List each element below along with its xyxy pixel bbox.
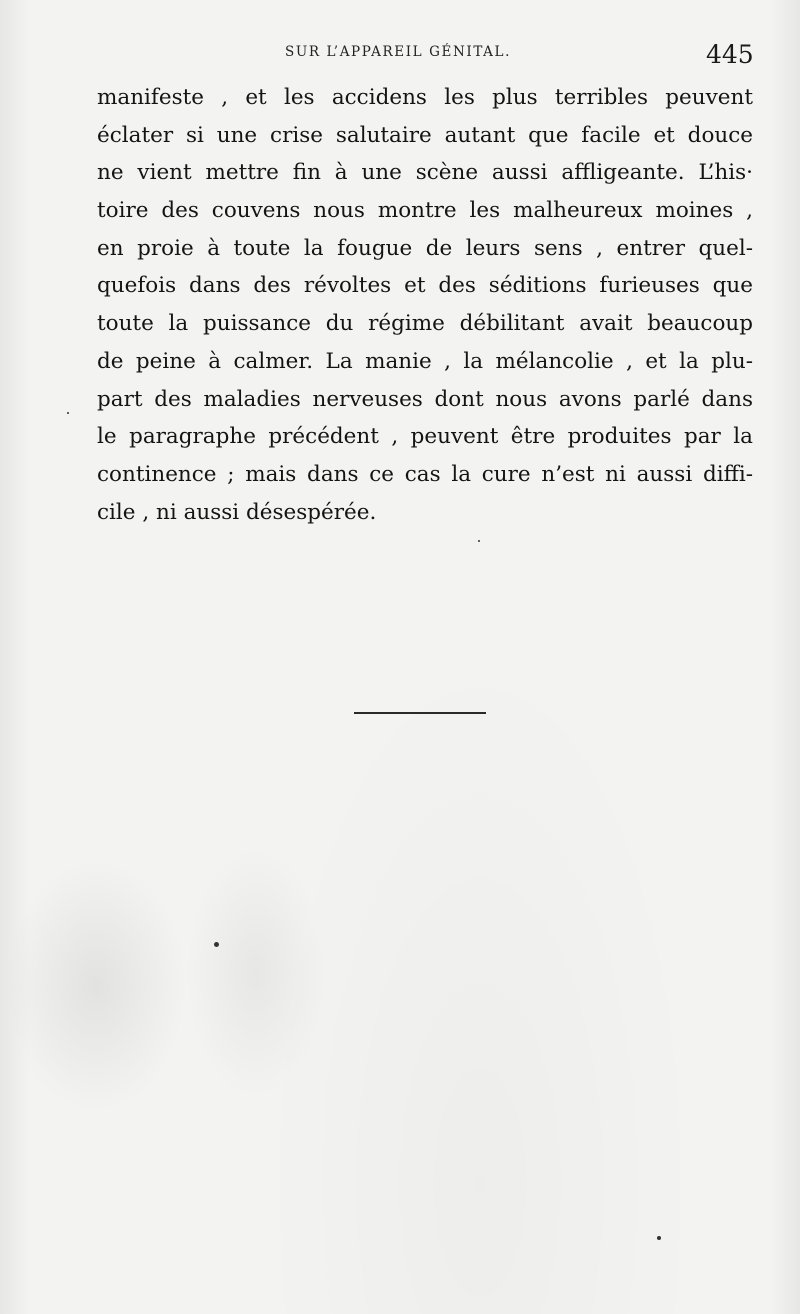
text-line: cile , ni aussi désespérée.	[97, 499, 377, 525]
text-line: part des maladies nerveuses dont nous avons parlé dans	[97, 386, 753, 412]
text-line: éclater si une crise salutaire autant que facile et douce	[97, 122, 753, 148]
text-line: ne vient mettre fin à une scène aussi affligeante. L’his·	[97, 160, 753, 186]
ink-speck	[478, 540, 480, 542]
section-divider	[354, 712, 486, 714]
text-line: continence ; mais dans ce cas la cure n’est ni aussi diffi-	[97, 461, 753, 487]
ink-speck	[67, 412, 69, 414]
text-line: en proie à toute la fougue de leurs sens , entrer quel-	[97, 235, 753, 261]
page-number: 445	[706, 40, 754, 69]
text-line: quefois dans des révoltes et des séditions furieuses que	[97, 273, 753, 299]
ink-speck	[214, 942, 219, 947]
text-line: de peine à calmer. La manie , la mélancolie , et la plu-	[97, 348, 753, 374]
ink-speck	[657, 1236, 661, 1240]
text-line: le paragraphe précédent , peuvent être produites par la	[97, 424, 753, 450]
body-text	[97, 79, 753, 531]
text-line: toute la puissance du régime débilitant avait beaucoup	[97, 311, 753, 337]
running-head: SUR L’APPAREIL GÉNITAL.	[285, 44, 511, 60]
text-line: manifeste , et les accidens les plus terribles peuvent	[97, 85, 753, 110]
text-line: toire des couvens nous montre les malheureux moines ,	[97, 198, 753, 224]
